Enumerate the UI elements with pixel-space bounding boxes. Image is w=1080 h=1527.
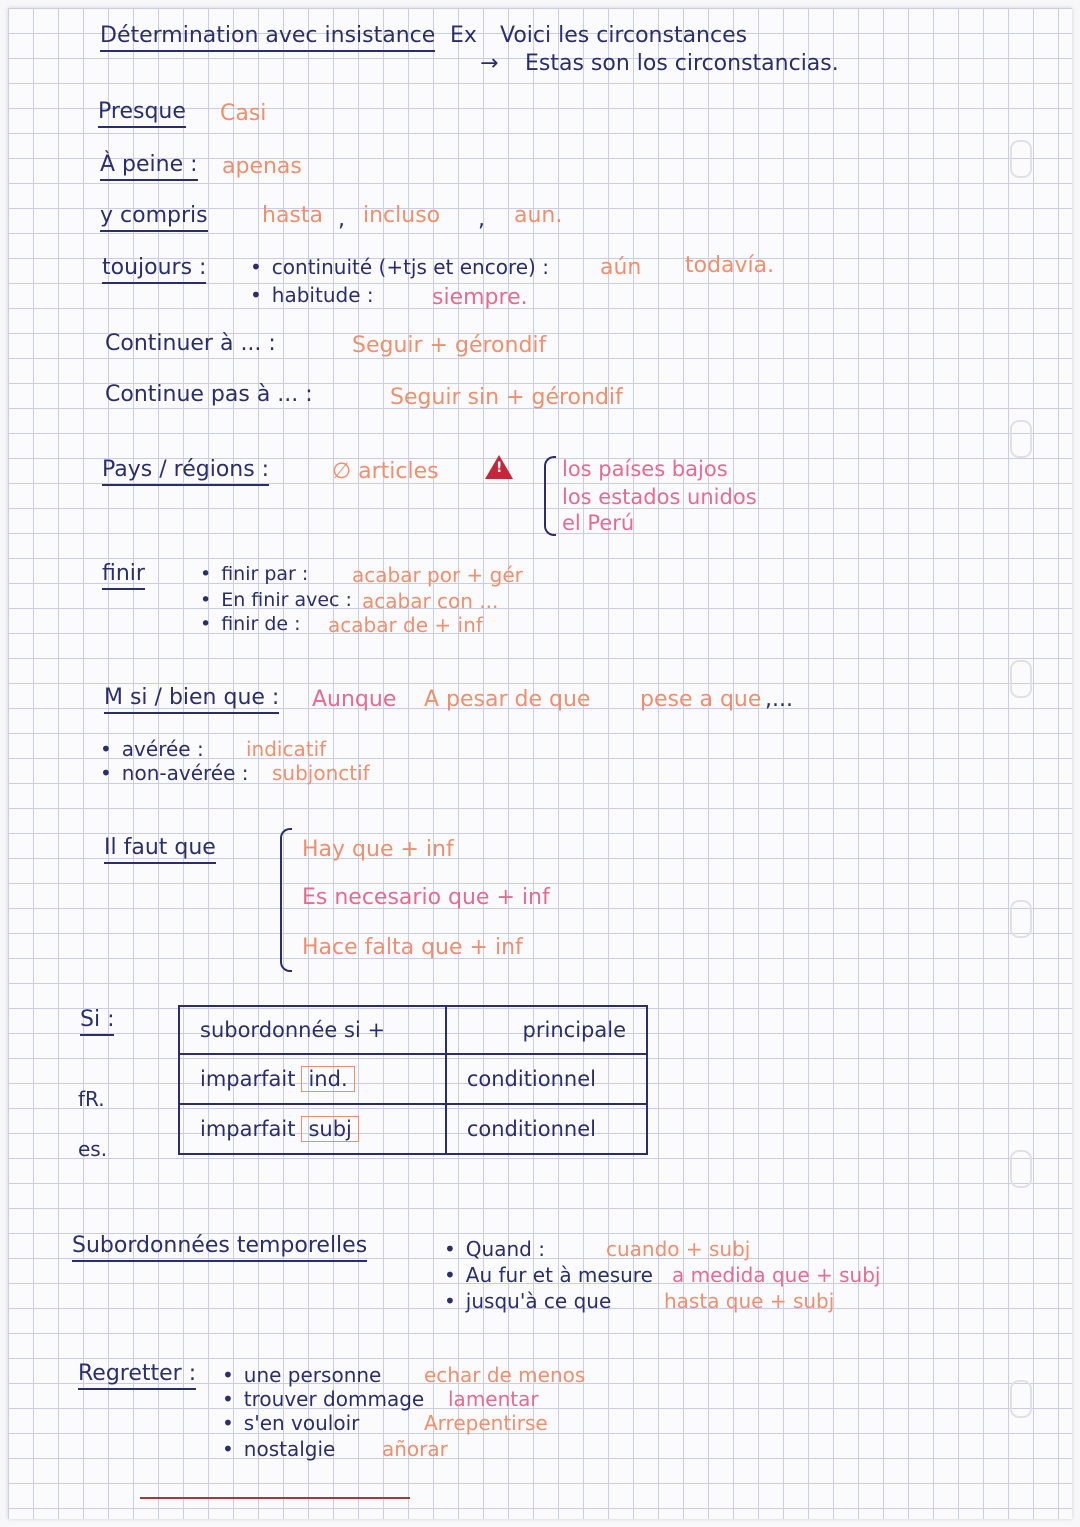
warning-icon: ! [485,455,513,479]
meme-si-es2: A pesar de que [424,687,591,712]
finir-label: finir [102,562,145,590]
y-compris-es1: hasta [262,203,323,228]
non-averee-label: • non-avérée : [100,762,249,784]
si-label: Si : [80,1008,114,1036]
finir-item: • finir par : [200,564,308,585]
regretter-item: • s'en vouloir [222,1412,359,1434]
example-label: Ex [450,23,477,48]
regretter-item: • nostalgie [222,1438,335,1460]
toujours-habitude: • habitude : [250,284,374,306]
il-faut-item: Hay que + inf [302,837,454,862]
finir-item-es: acabar con ... [362,589,499,613]
table-row [179,1054,647,1104]
continuer-label: Continuer à ... : [105,331,276,356]
meme-si-es3: pese a que [640,687,762,712]
subordonnee-item: • Quand : [444,1238,545,1260]
pays-item: los estados unidos [562,485,757,509]
example-spanish: Estas son los circonstancias. [525,51,839,76]
subordonnee-item-es: cuando + subj [606,1237,751,1261]
si-header-right: principale [446,1006,647,1054]
pays-articles: ∅ articles [332,459,439,484]
finir-item: • finir de : [200,614,301,635]
regretter-item-es: echar de menos [424,1363,586,1387]
il-faut-item: Es necesario que + inf [302,885,550,910]
regretter-item-es: Arrepentirse [424,1411,548,1435]
meme-si-es1: Aunque [312,687,397,712]
a-peine-translation: apenas [222,154,302,179]
y-compris-es2: incluso [363,203,441,228]
il-faut-label: Il faut que [104,836,216,864]
comma: , [338,207,345,232]
subordonnee-item-es: hasta que + subj [664,1289,835,1313]
si-cell: imparfait subj [179,1104,446,1154]
si-table [178,1005,648,1155]
regretter-item: • trouver dommage [222,1388,424,1410]
meme-si-label: M si / bien que : [104,686,279,714]
bottom-mark [140,1497,410,1499]
si-header-left: subordonnée si + [179,1006,446,1054]
si-cell: conditionnel [446,1054,647,1104]
toujours-continuite: • continuité (+tjs et encore) : [250,256,549,278]
averee-label: • avérée : [100,738,204,760]
finir-item-es: acabar de + inf [328,613,483,637]
example-french: Voici les circonstances [500,23,748,48]
regretter-item-es: lamentar [448,1387,539,1411]
continue-pas-label: Continue pas à ... : [105,382,313,407]
y-compris-es3: aun. [514,203,563,228]
comma: , [478,207,485,232]
toujours-continuite-es2: todavía. [685,253,775,278]
punch-hole [1010,420,1032,458]
brace [544,456,556,536]
toujours-continuite-es1: aún [600,255,642,280]
toujours-label: toujours : [102,256,206,284]
si-cell: imparfait ind. [179,1054,446,1104]
determination-label: Détermination avec insistance [100,24,435,52]
subordonnee-item: • jusqu'à ce que [444,1290,611,1312]
punch-hole [1010,900,1032,938]
arrow-icon: → [480,51,499,76]
regretter-item: • une personne [222,1364,381,1386]
averee-mode: indicatif [246,737,327,761]
il-faut-item: Hace falta que + inf [302,935,523,960]
continuer-translation: Seguir + gérondif [352,333,547,358]
regretter-label: Regretter : [78,1362,196,1390]
toujours-habitude-es: siempre. [432,285,528,310]
non-averee-mode: subjonctif [272,761,370,785]
regretter-item-es: añorar [382,1437,448,1461]
table-row [179,1104,647,1154]
subordonnee-item-es: a medida que + subj [672,1263,881,1287]
continue-pas-translation: Seguir sin + gérondif [390,385,623,410]
punch-hole [1010,1150,1032,1188]
presque-label: Presque [98,100,186,128]
pays-item: los países bajos [562,457,728,481]
pays-item: el Perú [562,511,635,535]
punch-hole [1010,1380,1032,1418]
mode-tag: ind. [301,1066,354,1092]
brace [280,828,292,972]
pays-label: Pays / régions : [102,458,269,486]
y-compris-label: y compris [100,204,208,232]
finir-item: • En finir avec : [200,590,352,611]
mode-tag: subj [301,1116,358,1142]
finir-item-es: acabar por + gér [352,563,523,587]
subordonnee-item: • Au fur et à mesure [444,1264,653,1286]
punch-hole [1010,140,1032,178]
a-peine-label: À peine : [100,153,198,181]
row-lang: es. [78,1137,108,1161]
punch-hole [1010,660,1032,698]
presque-translation: Casi [220,101,267,126]
si-cell: conditionnel [446,1104,647,1154]
meme-si-etc: ,... [765,687,793,712]
row-lang: fR. [78,1087,105,1111]
subordonnees-label: Subordonnées temporelles [72,1234,367,1262]
